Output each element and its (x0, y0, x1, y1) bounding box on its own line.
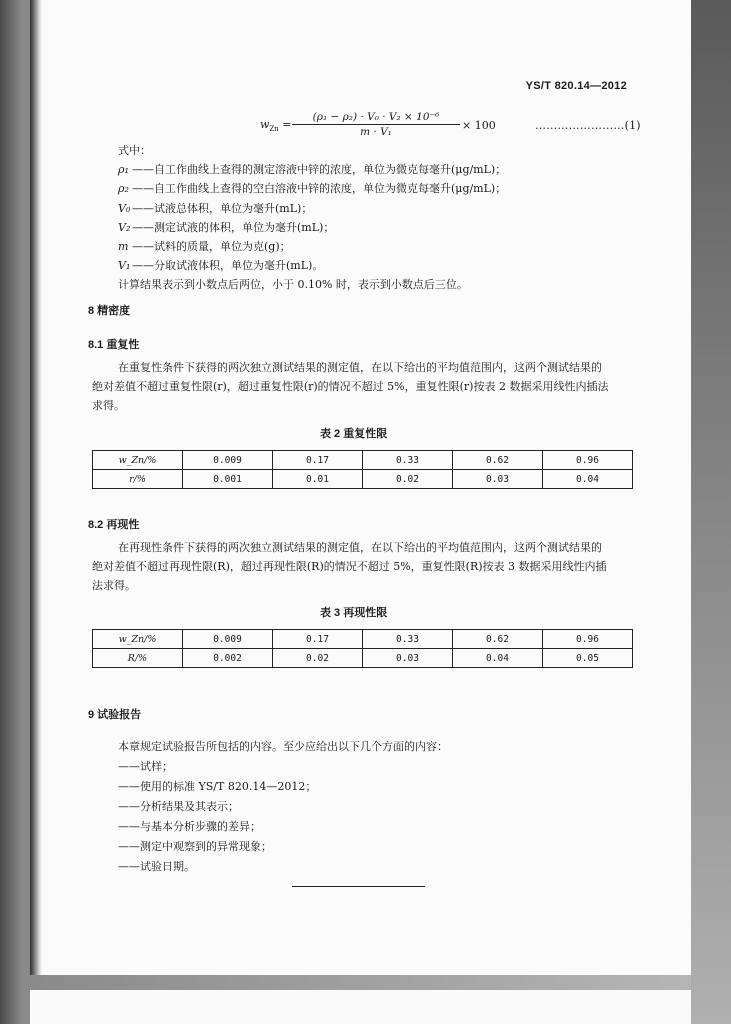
table-cell: 0.05 (543, 649, 633, 668)
table-header-cell: R/% (93, 649, 183, 668)
list-item: ——试样； (118, 760, 173, 773)
scan-border-right (691, 0, 731, 1024)
definition-item (118, 162, 506, 181)
formula-lhs-sub: Zn (269, 125, 279, 134)
definition-symbol: V₀ (118, 201, 131, 215)
formula-lhs-var: w (260, 118, 270, 131)
table-cell: 0.001 (183, 470, 273, 489)
table-cell: 0.33 (363, 630, 453, 649)
table-header-cell: r/% (93, 470, 183, 489)
table-cell: 0.002 (183, 649, 273, 668)
definition-text: ——自工作曲线上查得的空白溶液中锌的浓度，单位为微克每毫升(μg/mL)； (132, 182, 507, 196)
table-2-title: 表 2 重复性限 (320, 428, 388, 440)
definition-text: ——分取试液体积，单位为毫升(mL)。 (132, 259, 324, 273)
next-page-edge (30, 990, 691, 1024)
table-cell: 0.04 (453, 649, 543, 668)
table-cell: 0.62 (453, 451, 543, 470)
scan-shadow-left (30, 0, 42, 975)
definition-text: ——试料的质量，单位为克(g)； (132, 239, 291, 253)
definition-symbol: ρ₁ (118, 163, 129, 177)
definition-symbol: V₁ (118, 259, 131, 273)
definition-text: ——自工作曲线上查得的测定溶液中锌的浓度，单位为微克每毫升(μg/mL)； (132, 163, 507, 177)
list-item: ——试验日期。 (118, 860, 195, 873)
list-item: ——测定中观察到的异常现象； (118, 840, 272, 853)
table-cell: 0.96 (543, 630, 633, 649)
table-cell: 0.17 (273, 451, 363, 470)
section-8-2-paragraph: 在再现性条件下获得的两次独立测试结果的测定值，在以下给出的平均值范围内，这两个测试结果的绝对差值不超过再现性限(R)，超过再现性限(R)的情况不超过 5%，重复性限(R)按表 3 数据采用线性内插法求得。 (92, 541, 607, 592)
table-header-cell: w_Zn/% (93, 630, 183, 649)
table-header-cell: w_Zn/% (93, 451, 183, 470)
section-9-heading: 9 试验报告 (88, 709, 142, 721)
definition-item (118, 220, 506, 239)
document-page (30, 0, 691, 975)
formula-lhs (260, 118, 292, 133)
definition-text: ——试液总体积，单位为毫升(mL)； (132, 201, 313, 215)
table-cell: 0.02 (363, 470, 453, 489)
table-cell: 0.62 (453, 630, 543, 649)
definition-symbol: m (118, 239, 129, 253)
table-cell: 0.02 (273, 649, 363, 668)
table-3-title: 表 3 再现性限 (320, 607, 388, 619)
definition-item (118, 239, 506, 258)
end-rule (292, 886, 425, 887)
table-cell: 0.96 (543, 451, 633, 470)
table-cell: 0.009 (183, 451, 273, 470)
section-9-intro: 本章规定试验报告所包括的内容。至少应给出以下几个方面的内容： (118, 740, 448, 753)
table-cell: 0.03 (363, 649, 453, 668)
formula-numerator: (ρ₁ − ρ₂) · V₀ · V₂ × 10⁻⁶ (292, 111, 460, 125)
section-8-heading: 8 精密度 (88, 305, 131, 317)
definition-item (118, 201, 506, 220)
definition-symbol: V₂ (118, 220, 131, 234)
calculation-note: 计算结果表示到小数点后两位，小于 0.10% 时，表示到小数点后三位。 (118, 278, 468, 292)
reproducibility-table (92, 629, 633, 668)
standard-code: YS/T 820.14—2012 (525, 80, 627, 92)
formula-equals: = (278, 118, 292, 131)
formula-denominator: m · V₁ (360, 126, 392, 138)
definitions-intro: 式中： (118, 144, 151, 157)
table-cell: 0.17 (273, 630, 363, 649)
table-cell: 0.01 (273, 470, 363, 489)
table-row (93, 470, 633, 489)
list-item: ——使用的标准 YS/T 820.14—2012； (118, 780, 317, 793)
table-cell: 0.04 (543, 470, 633, 489)
section-8-2-heading: 8.2 再现性 (88, 519, 140, 531)
table-row (93, 630, 633, 649)
section-8-1-paragraph: 在重复性条件下获得的两次独立测试结果的测定值，在以下给出的平均值范围内，这两个测试结果的绝对差值不超过重复性限(r)，超过重复性限(r)的情况不超过 5%，重复性限(r)按表 2 数据采用线性内插法求得。 (92, 361, 609, 412)
table-row (93, 649, 633, 668)
list-item: ——分析结果及其表示； (118, 800, 239, 813)
definition-symbol: ρ₂ (118, 182, 129, 196)
report-items-list (118, 758, 316, 878)
definition-text: ——测定试液的体积，单位为毫升(mL)； (132, 220, 335, 234)
definition-item (118, 258, 506, 277)
table-row (93, 451, 633, 470)
formula-multiplier: × 100 (462, 119, 496, 132)
table-cell: 0.03 (453, 470, 543, 489)
formula-number: ……………………(1) (535, 119, 641, 132)
section-8-1-heading: 8.1 重复性 (88, 339, 140, 351)
repeatability-table (92, 450, 633, 489)
formula-fraction (292, 111, 460, 138)
definition-item (118, 181, 506, 200)
table-cell: 0.009 (183, 630, 273, 649)
list-item: ——与基本分析步骤的差异； (118, 820, 261, 833)
table-cell: 0.33 (363, 451, 453, 470)
definitions-block (118, 143, 506, 297)
